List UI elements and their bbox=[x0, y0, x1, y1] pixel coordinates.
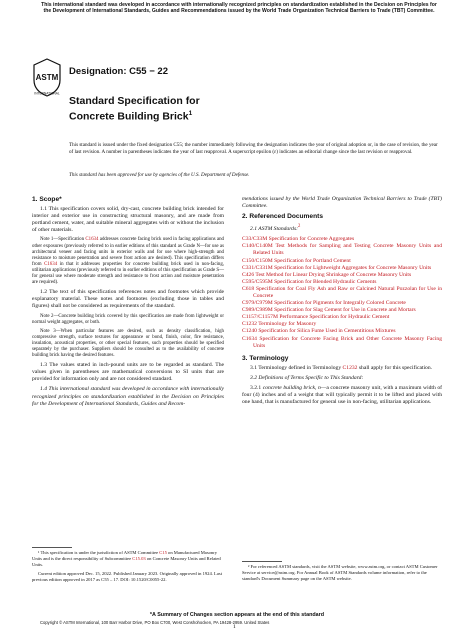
terminology-heading: 3. Terminology bbox=[242, 354, 289, 362]
reference-item bbox=[242, 336, 442, 350]
reference-code-link[interactable]: C1634 bbox=[242, 335, 257, 342]
astm-standards-subheading: 2.1 ASTM Standards:$^2$ bbox=[250, 224, 301, 233]
right-column bbox=[242, 196, 442, 409]
reference-title[interactable]: Specification for Concrete Aggregates bbox=[267, 236, 355, 243]
reference-code-link[interactable]: C989/C989M bbox=[242, 307, 273, 314]
footnote-1: ¹ This specification is under the jurisdiction of ASTM Committee C15 on Manufactured Masonry Units and is the direct responsibility of Subcommittee C15.03 on Concrete Masonry Units and Related Units. Current edition approved Dec. 15, 2022. Published January 2023. Originally approved in 1924. Last previous edition approved in 2017 as C55 – 17. DOI: 10.1520/C0055-22. bbox=[32, 547, 224, 586]
standards-notice: This international standard was developed in accordance with internationally recognized principles on standardization established in the Decision on Principles for the Development of International Standards, Guides and Recommendations issued by the World Trade Organization Technical Barriers to Trade (TBT) Committee. bbox=[41, 2, 437, 15]
scope-heading: 1. Scope* bbox=[32, 196, 62, 203]
reference-item bbox=[242, 272, 442, 279]
logo-text: ASTM bbox=[35, 73, 59, 82]
reference-title[interactable]: Specification for Coal Fly Ash and Raw or Calcined Natural Pozzolan for Use in Concrete bbox=[253, 285, 442, 299]
link-c15-03[interactable]: C15.03 bbox=[132, 555, 146, 561]
designation: Designation: C55 − 22 bbox=[69, 66, 168, 77]
para-1-4: 1.4 This international standard was developed in accordance with internationally recognized principles on standardization established in the Decision on Principles for the Development of International Standards, Guides and Recom- bbox=[32, 386, 224, 407]
footnote-divider bbox=[32, 547, 72, 548]
reference-code-link[interactable]: C331/C331M bbox=[242, 264, 273, 271]
dod-approval-note: This standard has been approved for use by agencies of the U.S. Department of Defense. bbox=[69, 172, 250, 178]
reference-code-link[interactable]: C150/C150M bbox=[242, 257, 273, 264]
reference-title[interactable]: Specification for Concrete Facing Brick and Other Concrete Masonry Facing Units bbox=[253, 335, 442, 349]
title-footnote-ref[interactable]: 1 bbox=[188, 109, 193, 117]
footnote-2: ² For referenced ASTM standards, visit the ASTM website, www.astm.org, or contact ASTM Customer Service at service@astm.org. For Annual Book of ASTM Standards volume information, refer to the standard's Document Summary page on the ASTM website. bbox=[242, 561, 442, 585]
copyright-notice: Copyright © ASTM International, 100 Barr Harbor Drive, PO Box C700, West Conshohocken, PA 19428-2959. United States bbox=[40, 620, 270, 625]
title-line-2: Concrete Building Brick bbox=[69, 110, 189, 122]
reference-code-link[interactable]: C33/C33M bbox=[242, 236, 268, 243]
left-column bbox=[32, 196, 224, 411]
reference-code-link[interactable]: C426 bbox=[242, 271, 255, 278]
reference-item bbox=[242, 243, 442, 257]
reference-code-link[interactable]: C595/C595M bbox=[242, 278, 273, 285]
reference-title[interactable]: Specification for Portland Cement bbox=[272, 257, 351, 264]
reference-code-link[interactable]: C1232 bbox=[242, 321, 257, 328]
reference-title[interactable]: Specification for Pigments for Integrally Colored Concrete bbox=[272, 300, 406, 307]
para-3-2-1: 3.2.1 concrete building brick, n—a concrete masonry unit, with a maximum width of four (4) inches and of a weight that will typically permit it to be lifted and placed with one hand, that is manufactured for general use in non-facing, utilitarian applications. bbox=[242, 385, 442, 406]
note-1: Note 1—Specification C1634 addresses concrete facing brick used in facing applications and other exposures (previously referred to in earlier editions of this standard as Grade N—for use as architectural veneer and facing units in exterior walls and for use where high-strength and resistance to moisture penetration and severe frost action are desired). This specification differs from C1634 in that it addresses properties for concrete building brick used in non-facing, utilitarian applications (previously referred to in earlier editions of this specification as Grade S—for general use where moderate strength and resistance to frost action and moisture penetration are required). bbox=[32, 237, 224, 286]
referenced-documents-heading: 2. Referenced Documents bbox=[242, 213, 323, 221]
para-1-4-continued: mendations issued by the World Trade Organization Technical Barriers to Trade (TBT) Committee. bbox=[242, 196, 442, 210]
reference-item bbox=[242, 258, 442, 265]
reference-code-link[interactable]: C140/C140M bbox=[242, 243, 273, 250]
reference-title[interactable]: Specification for Silica Fume Used in Cementitious Mixtures bbox=[256, 328, 396, 335]
note-3: Note 3—When particular features are desired, such as density classification, high compressive strength, surface textures for appearance or bond, finish, color, fire resistance, insulation, acoustical properties, or other special features, such properties should be specified separately by the purchaser. Suppliers should be consulted as to the availability of concrete building brick having the desired features. bbox=[32, 328, 224, 359]
reference-code-link[interactable]: C1157/C1157M bbox=[242, 314, 278, 321]
reference-title[interactable]: Test Method for Linear Drying Shrinkage of Concrete Masonry Units bbox=[254, 271, 412, 278]
astm-logo bbox=[32, 58, 62, 98]
para-1-3: 1.3 The values stated in inch-pound units are to be regarded as standard. The values given in parentheses are mathematical conversions to SI units that are provided for information only and are not considered standard. bbox=[32, 362, 224, 383]
page-number: 1 bbox=[233, 624, 236, 630]
reference-item bbox=[242, 286, 442, 300]
reference-code-link[interactable]: C618 bbox=[242, 285, 255, 292]
reference-title[interactable]: Terminology for Masonry bbox=[256, 321, 317, 328]
footnote-1-edition: Current edition approved Dec. 15, 2022. Published January 2023. Originally approved in 1924. Last previous edition approved in 2017 as C55 – 17. DOI: 10.1520/C0055-22. bbox=[32, 570, 222, 582]
reference-title[interactable]: Test Methods for Sampling and Testing Concrete Masonry Units and Related Units bbox=[253, 243, 442, 257]
reference-title[interactable]: Specification for Lightweight Aggregates for Concrete Masonry Units bbox=[272, 264, 432, 271]
reference-item bbox=[242, 265, 442, 272]
para-1-2: 1.2 The text of this specification references notes and footnotes which provide explanatory material. These notes and footnotes (excluding those in tables and figures) shall not be considered as requirements of the standard. bbox=[32, 289, 224, 310]
para-3-1: 3.1 Terminology defined in Terminology C1232 shall apply for this specification. bbox=[250, 364, 433, 371]
issued-note: This standard is issued under the fixed designation C55; the number immediately following the designation indicates the year of original adoption or, in the case of revision, the year of last revision. A number in parentheses indicates the year of last reapproval. A superscript epsilon (ε) indicates an editorial change since the last revision or reapproval. bbox=[69, 142, 438, 155]
reference-title[interactable]: Performance Specification for Hydraulic Cement bbox=[277, 314, 390, 321]
footnote-divider bbox=[242, 561, 282, 562]
reference-code-link[interactable]: C979/C979M bbox=[242, 300, 273, 307]
document-title bbox=[69, 95, 369, 123]
reference-list bbox=[242, 236, 442, 350]
para-1-1: 1.1 This specification covers solid, dry-cast, concrete building brick intended for interior and exterior use in constructing structural masonry, and are made from portland cement, water, and suitable mineral aggregates with or without the inclusion of other materials. bbox=[32, 206, 224, 234]
reference-item bbox=[242, 328, 442, 335]
reference-title[interactable]: Specification for Slag Cement for Use in Concrete and Mortars bbox=[272, 307, 416, 314]
para-3-2: 3.2 Definitions of Terms Specific to This Standard: bbox=[250, 374, 364, 381]
summary-of-changes-note: *A Summary of Changes section appears at the end of this standard bbox=[149, 612, 325, 618]
logo-subtext: INTERNATIONAL bbox=[34, 91, 60, 96]
link-c15[interactable]: C15 bbox=[159, 550, 167, 555]
reference-code-link[interactable]: C1240 bbox=[242, 328, 257, 335]
title-line-1: Standard Specification for bbox=[69, 95, 200, 107]
link-c1634[interactable]: C1634 bbox=[44, 261, 58, 267]
reference-item bbox=[242, 279, 442, 286]
link-c1232[interactable]: C1232 bbox=[342, 364, 358, 371]
reference-title[interactable]: Specification for Blended Hydraulic Cements bbox=[272, 278, 377, 285]
footnote-2-ref[interactable]: 2 bbox=[298, 224, 301, 230]
link-c1634[interactable]: C1634 bbox=[85, 237, 99, 243]
note-2: Note 2—Concrete building brick covered by this specification are made from lightweight or normal weight aggregates, or both. bbox=[32, 313, 224, 325]
